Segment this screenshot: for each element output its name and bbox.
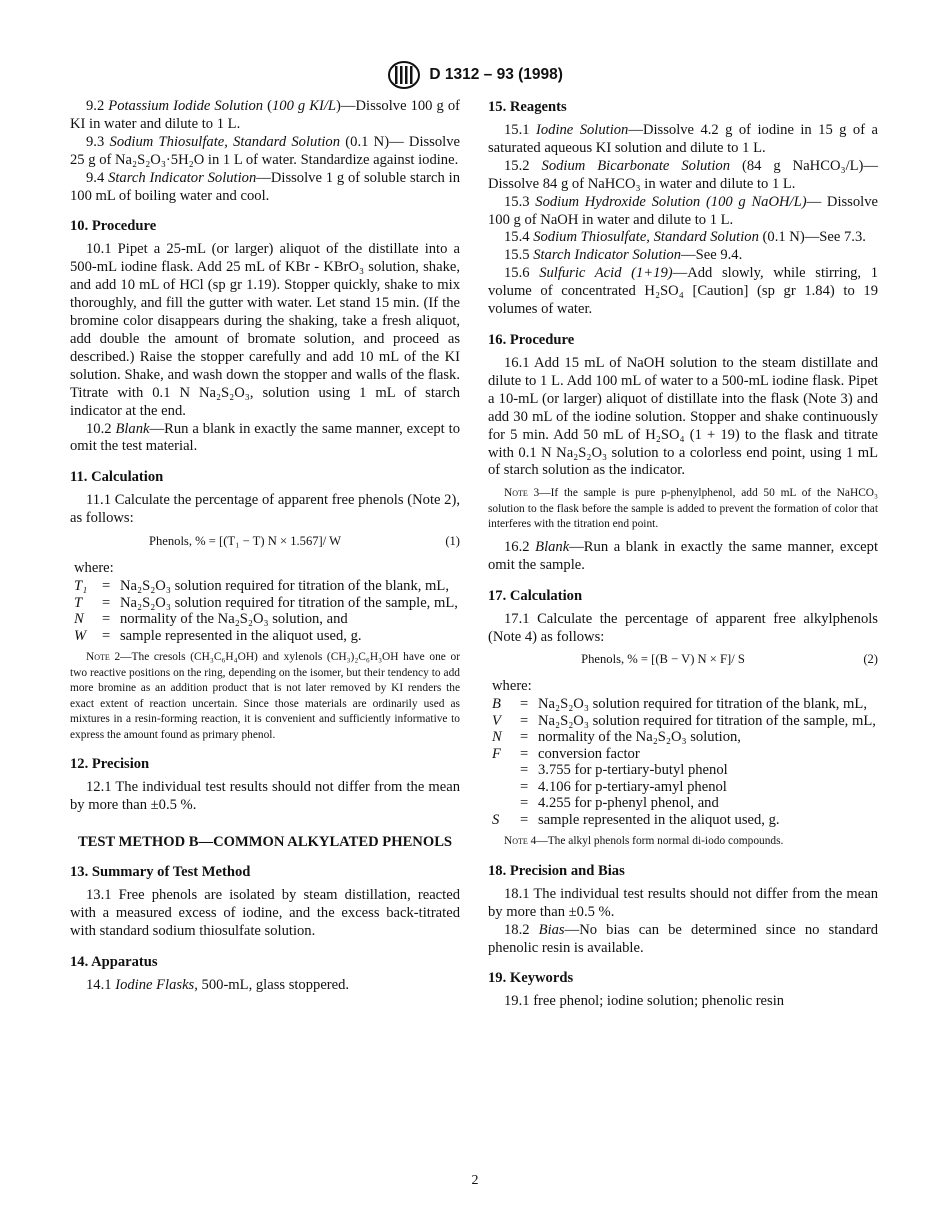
variable-definitions-2 [492, 696, 878, 828]
section-16-heading: 16. Procedure [488, 331, 575, 348]
section-14-heading: 14. Apparatus [70, 953, 158, 970]
section-12-heading: 12. Precision [70, 756, 150, 773]
equation-2-number: (2) [863, 652, 878, 667]
definition-row: N = normality of the Na₂S₂O₃ solution, [492, 729, 741, 746]
definition-row: = 4.106 for p-tertiary-amyl phenol [520, 778, 727, 795]
section-13-1: 13.1 Free phenols are isolated by steam distillation, reacted with a measured excess of iodine, and the excess back-titrated with standard sodium thiosulfate solution. [70, 886, 460, 939]
section-18-1: 18.1 The individual test results should not differ from the mean by more than ±0.5 %. [488, 885, 878, 920]
note-4: Note 4—The alkyl phenols form normal di-iodo compounds. [504, 835, 784, 848]
section-19-1: 19.1 free phenol; iodine solution; phenolic resin [504, 993, 785, 1010]
definition-row: F = conversion factor [492, 745, 640, 762]
page-number: 2 [471, 1173, 479, 1188]
where-label: where: [74, 560, 114, 577]
test-method-b-heading: TEST METHOD B—COMMON ALKYLATED PHENOLS [77, 833, 453, 850]
section-10-heading: 10. Procedure [70, 218, 157, 235]
section-9-3: 9.3 Sodium Thiosulfate, Standard Solution (0.1 N)— Dissolve 25 g of Na₂S₂O₃·5H₂O in 1 L of water. Standardize against iodine. [70, 133, 460, 168]
section-18-2: 18.2 Bias—No bias can be determined since no standard phenolic resin is available. [488, 921, 878, 956]
document-designation: D 1312 – 93 (1998) [429, 66, 563, 84]
definition-row: S = sample represented in the aliquot used, g. [492, 811, 780, 828]
section-18-heading: 18. Precision and Bias [488, 862, 625, 879]
section-13-heading: 13. Summary of Test Method [70, 863, 251, 880]
section-17-1: 17.1 Calculate the percentage of apparent free alkylphenols (Note 4) as follows: [488, 610, 878, 645]
section-11-heading: 11. Calculation [70, 469, 164, 486]
section-14-1: 14.1 Iodine Flasks, 500-mL, glass stoppered. [86, 976, 350, 993]
equation-1-number: (1) [445, 534, 460, 549]
section-12-1: 12.1 The individual test results should not differ from the mean by more than ±0.5 %. [70, 779, 460, 813]
definition-row: T₁ = Na₂S₂O₃ solution required for titration of the blank, mL, [74, 578, 449, 595]
definition-row: V = Na₂S₂O₃ solution required for titration of the sample, mL, [492, 712, 876, 729]
variable-definitions-1 [74, 578, 460, 644]
section-15-2: 15.2 Sodium Bicarbonate Solution (84 g NaHCO₃/L)— Dissolve 84 g of NaHCO₃ in water and dilute to 1 L. [488, 157, 878, 192]
section-16-2: 16.2 Blank—Run a blank in exactly the same manner, except omit the sample. [488, 538, 879, 573]
section-15-5: 15.5 Starch Indicator Solution—See 9.4. [504, 247, 743, 264]
equation-1-expression: Phenols, % = [(T₁ − T) N × 1.567]/ W [148, 534, 342, 549]
note-3: Note 3—If the sample is pure p-phenylphenol, add 50 mL of the NaHCO₃ solution to the flask before the sample is added to prevent the formation of color that interferes with the titration end point. [488, 487, 878, 531]
section-15-heading: 15. Reagents [488, 99, 567, 115]
section-15-4: 15.4 Sodium Thiosulfate, Standard Solution (0.1 N)—See 7.3. [504, 229, 866, 246]
section-10-1: 10.1 Pipet a 25-mL (or larger) aliquot of the distillate into a 500-mL iodine flask. Add 25 mL of KBr - KBrO₃ solution, shake, and add 10 mL of HCl (sp gr 1.19). Stopper quickly, shake to mix thoroughly, and fill the gutter with water. Let stand 15 min. (If the bromine color disappears during the shaking, take a fresh aliquot, add double the amount of bromate solution, and proceed as described.) Raise the stopper carefully and add 10 mL of the KI solution. Shake, and wash down the stopper and walls of the flask. Titrate with 0.1 N Na₂S₂O₃, solution using 1 mL of starch indicator at the end. [70, 241, 460, 419]
equation-2 [488, 648, 878, 670]
note-2: Note 2—The cresols (CH₃C₆H₄OH) and xylenols (CH₃)₂C₆H₃OH have one or two reactive positions on the ring, depending on the isomer, but their tendency to add more bromine as an addition product that is not later removed by KI renders the exact extent of reaction uncertain. Since those materials are ordinarily used as mixtures in a resin-forming reaction, it is convenient and sufficiently informative to express the amount found as primary phenol. [70, 651, 460, 741]
where-label: where: [492, 678, 532, 695]
equation-1 [70, 530, 460, 552]
page-header [0, 60, 950, 90]
definition-row: = 4.255 for p-phenyl phenol, and [520, 795, 719, 812]
definition-row: N = normality of the Na₂S₂O₃ solution, and [74, 611, 348, 628]
section-15-1: 15.1 Iodine Solution—Dissolve 4.2 g of iodine in 15 g of a saturated aqueous KI solution and dilute to 1 L. [488, 122, 878, 156]
definition-row: B = Na₂S₂O₃ solution required for titration of the blank, mL, [492, 696, 867, 713]
right-column [488, 98, 878, 1011]
definition-row: W = sample represented in the aliquot used, g. [74, 627, 362, 644]
section-19-heading: 19. Keywords [488, 970, 574, 987]
astm-logo-icon [387, 60, 421, 90]
left-column [70, 98, 460, 994]
section-11-1: 11.1 Calculate the percentage of apparent free phenols (Note 2), as follows: [70, 492, 460, 527]
section-15-6: 15.6 Sulfuric Acid (1+19)—Add slowly, while stirring, 1 volume of concentrated H₂SO₄ [Caution] (sp gr 1.84) to 19 volumes of water. [488, 265, 879, 318]
definition-row: = 3.755 for p-tertiary-butyl phenol [520, 762, 728, 779]
equation-2-expression: Phenols, % = [(B − V) N × F]/ S [581, 652, 745, 667]
section-15-3: 15.3 Sodium Hydroxide Solution (100 g NaOH/L)— Dissolve 100 g of NaOH in water and dilute to 1 L. [488, 193, 878, 228]
section-9-2: 9.2 Potassium Iodide Solution (100 g KI/L)—Dissolve 100 g of KI in water and dilute to 1 L. [70, 98, 460, 132]
section-10-2: 10.2 Blank—Run a blank in exactly the same manner, except to omit the test material. [70, 420, 460, 455]
section-16-1: 16.1 Add 15 mL of NaOH solution to the steam distillate and dilute to 1 L. Add 100 mL of water to a 500-mL iodine flask. Pipet a 10-mL (or larger) aliquot of distillate into the flask (Note 3) and add 30 mL of the iodine solution. Stopper and shake continuously for 5 min. Add 50 mL of H₂SO₄ (1 + 19) to the flask and titrate with 0.1 N Na₂S₂O₃ solution to a colorless end point, using 1 mL of starch solution as the indicator. [488, 354, 878, 479]
definition-row: T = Na₂S₂O₃ solution required for titration of the sample, mL, [74, 594, 458, 611]
section-17-heading: 17. Calculation [488, 587, 583, 604]
section-9-4: 9.4 Starch Indicator Solution—Dissolve 1 g of soluble starch in 100 mL of boiling water and cool. [70, 169, 460, 204]
